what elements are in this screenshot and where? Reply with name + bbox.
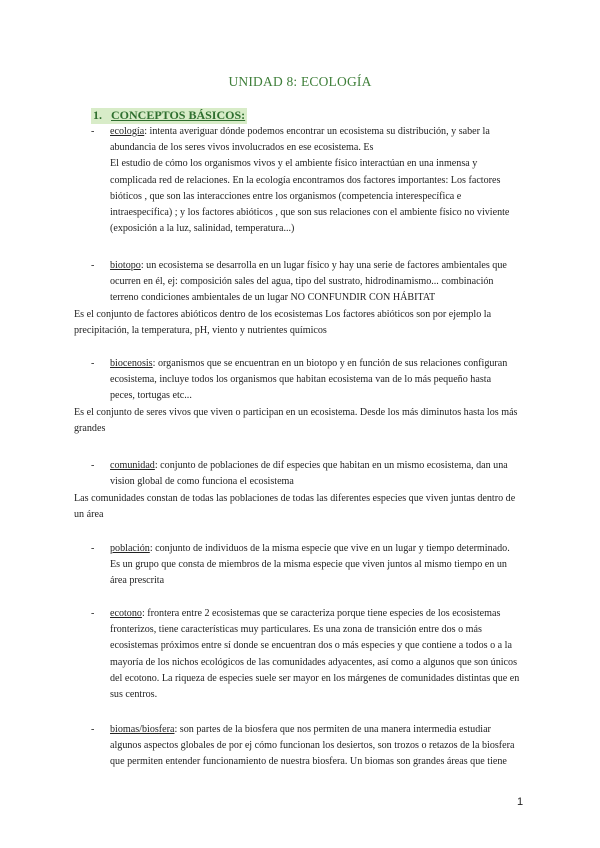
concept-line: biomas/biosfera: son partes de la biosfera que nos permiten de una manera intermedia estudiar — [110, 724, 491, 735]
concept-term: comunidad — [110, 460, 155, 471]
bullet-dash: - — [91, 126, 95, 137]
concept-term: biomas/biosfera — [110, 724, 175, 735]
section-heading — [91, 108, 247, 124]
concept-line: ecosistema, incluye todos los organismos que habitan ecosistema van de lo más pequeño hasta — [110, 374, 492, 386]
concept-ecologia — [91, 124, 511, 237]
concept-line: ecología: intenta averiguar dónde podemos encontrar un ecosistema su distribución, y saber la — [110, 126, 490, 137]
bullet-dash: - — [91, 608, 95, 619]
concept-poblacion — [91, 541, 511, 590]
note-line: un área — [74, 509, 104, 521]
concept-term: ecotono — [110, 608, 142, 619]
section-title: CONCEPTOS BÁSICOS: — [111, 108, 246, 122]
bullet-dash: - — [91, 358, 95, 369]
section-number: 1. — [93, 108, 102, 122]
concept-line: complicada red de relaciones. En la ecología encontramos dos factores importantes: Los factores — [110, 174, 501, 186]
concept-line: biocenosis: organismos que se encuentran en un biotopo y en función de sus relaciones configuran — [110, 358, 508, 369]
concept-line: población: conjunto de individuos de la misma especie que vive en un lugar y tiempo determinado. — [110, 543, 510, 554]
concept-term: biotopo — [110, 260, 141, 271]
concept-line: sus centros. — [110, 689, 158, 701]
concept-biomas-biosfera — [91, 722, 515, 771]
concept-line: abundancia de los seres vivos involucrados en ese ecosistema. Es — [110, 142, 374, 154]
note-line: Las comunidades constan de todas las poblaciones de todas las diferentes especies que viven juntas dentro de — [74, 493, 516, 504]
note-biocenosis — [74, 405, 524, 437]
note-comunidad — [74, 491, 524, 523]
concept-term: ecología — [110, 126, 145, 137]
note-line: Es el conjunto de factores abióticos dentro de los ecosistemas Los factores abióticos son por ejemplo la — [74, 309, 492, 320]
page-number: 1 — [517, 796, 524, 808]
concept-line: (exposición a la luz, salinidad, temperatura...) — [110, 223, 295, 235]
concept-line: algunos aspectos globales de por ej cómo funcionan los desiertos, son trozos o retazos de la biosfera — [110, 740, 515, 752]
concept-line: ecotono: frontera entre 2 ecosistemas que se caracteriza porque tiene especies de los ecosistemas — [110, 608, 501, 619]
note-line: Es el conjunto de seres vivos que viven o participan en un ecosistema. Desde los más diminutos hasta los más — [74, 407, 518, 418]
concept-biocenosis — [91, 356, 511, 405]
concept-line: biotopo: un ecosistema se desarrolla en un lugar físico y hay una serie de factores ambientales que — [110, 260, 507, 271]
concept-line: Es un grupo que consta de miembros de la misma especie que viven juntos al mismo tiempo en un — [110, 559, 507, 571]
concept-line: comunidad: conjunto de poblaciones de dif especies que habitan en un mismo ecosistema, dan una — [110, 460, 508, 471]
bullet-dash: - — [91, 724, 95, 735]
concept-line: ecosistemas próximos entre sí donde se encuentran dos o más especies y que contiene a todos o a la — [110, 640, 512, 652]
concept-term: biocenosis — [110, 358, 153, 369]
note-line: precipitación, la temperatura, pH, viento y nutrientes químicos — [74, 325, 327, 337]
concept-line: peces, tortugas etc... — [110, 390, 192, 402]
concept-biotopo — [91, 258, 511, 307]
concept-line: que permiten entender funcionamiento de nuestra biosfera. Un biomas son grandes áreas que tiene — [110, 756, 507, 768]
concept-line: ocurren en él, ej: composición sales del agua, tipo del sustrato, hidrodinamismo... combinación — [110, 276, 494, 288]
note-line: grandes — [74, 423, 106, 435]
page-title: UNIDAD 8: ECOLOGÍA — [228, 74, 372, 89]
concept-line: bióticos , que son las interacciones entre los organismos (competencia interespecífica e — [110, 190, 462, 202]
concept-line: mayoría de los nichos ecológicos de las comunidades adyacentes, así como a algunos que son únicos — [110, 656, 518, 668]
concept-line: terreno condiciones ambientales de un lugar NO CONFUNDIR CON HÁBITAT — [110, 292, 436, 304]
concept-term: población — [110, 543, 150, 554]
concept-line: fronterizos, tiene características muy particulares. Es una zona de transición entre dos o más — [110, 624, 482, 636]
bullet-dash: - — [91, 260, 95, 271]
note-biotopo — [74, 307, 524, 339]
concept-line: área prescrita — [110, 575, 165, 587]
concept-line: intraespecífica) ; y los factores abióticos , que son sus relaciones con el ambiente físico no viviente — [110, 207, 510, 219]
concept-line: vision global de como funciona el ecosistema — [110, 476, 294, 488]
concept-line: El estudio de cómo los organismos vivos y el ambiente físico interactúan en una inmensa y — [110, 158, 478, 170]
concept-ecotono — [91, 606, 520, 703]
bullet-dash: - — [91, 460, 95, 471]
concept-comunidad — [91, 458, 511, 490]
bullet-dash: - — [91, 543, 95, 554]
concept-line: del ecotono. La riqueza de especies suele ser mayor en los márgenes de comunidades distintas que en — [110, 672, 520, 684]
